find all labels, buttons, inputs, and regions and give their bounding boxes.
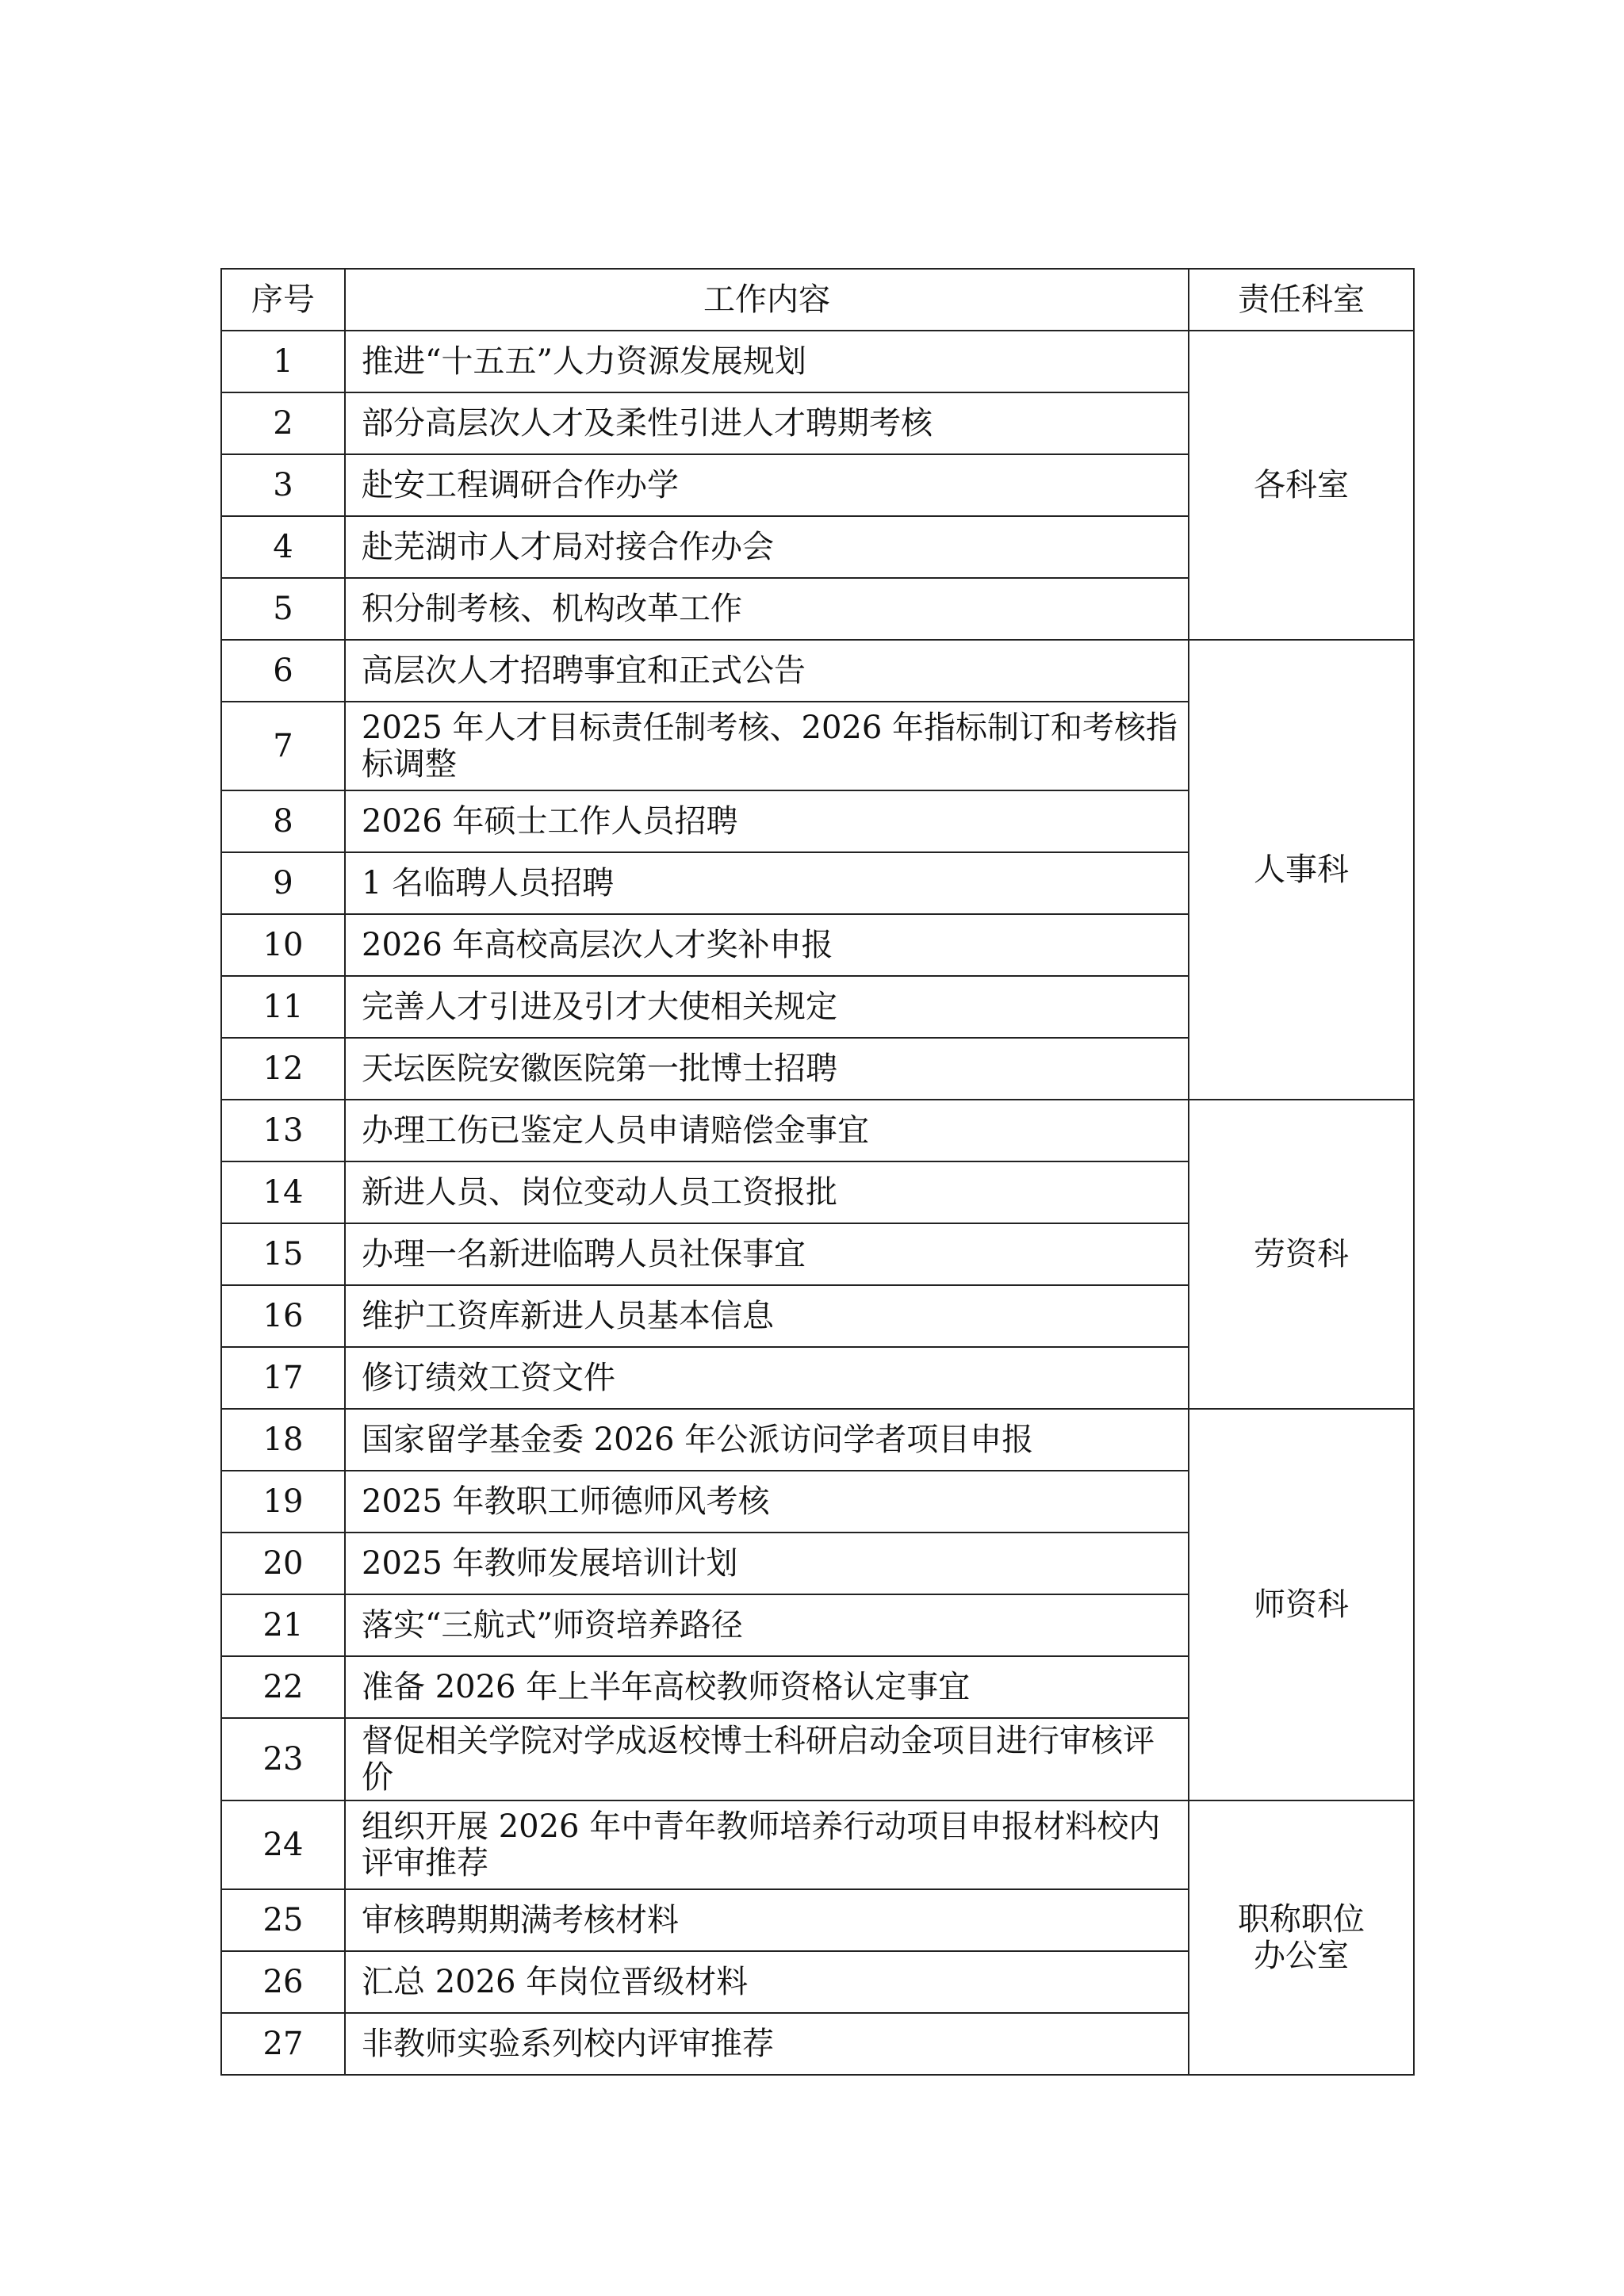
row-serial-number: 11 [221, 976, 345, 1038]
row-work-content: 2025 年教师发展培训计划 [345, 1533, 1189, 1594]
row-serial-number: 9 [221, 852, 345, 914]
row-work-content: 1 名临聘人员招聘 [345, 852, 1189, 914]
row-work-content: 推进“十五五”人力资源发展规划 [345, 331, 1189, 392]
row-serial-number: 12 [221, 1038, 345, 1100]
header-work-content: 工作内容 [345, 269, 1189, 331]
table-row [221, 1800, 1414, 1889]
row-serial-number: 15 [221, 1223, 345, 1285]
responsible-department-cell [1189, 1800, 1414, 2075]
row-serial-number: 6 [221, 640, 345, 702]
responsible-department-cell: 人事科 [1189, 640, 1414, 1100]
row-serial-number: 19 [221, 1471, 345, 1533]
responsible-department-cell: 劳资科 [1189, 1100, 1414, 1409]
row-serial-number: 16 [221, 1285, 345, 1347]
table-header-row [221, 269, 1414, 331]
row-work-content: 审核聘期期满考核材料 [345, 1889, 1189, 1951]
table-body [221, 331, 1414, 2075]
table-row [221, 331, 1414, 392]
row-work-content: 汇总 2026 年岗位晋级材料 [345, 1951, 1189, 2013]
row-work-content: 办理工伤已鉴定人员申请赔偿金事宜 [345, 1100, 1189, 1161]
row-serial-number: 27 [221, 2013, 345, 2075]
table-row [221, 640, 1414, 702]
responsible-department-cell: 师资科 [1189, 1409, 1414, 1800]
row-work-content: 非教师实验系列校内评审推荐 [345, 2013, 1189, 2075]
header-serial-number: 序号 [221, 269, 345, 331]
responsible-department-cell: 各科室 [1189, 331, 1414, 640]
row-serial-number: 23 [221, 1718, 345, 1800]
row-work-content: 新进人员、岗位变动人员工资报批 [345, 1161, 1189, 1223]
work-task-table [220, 268, 1415, 2076]
row-work-content: 赴芜湖市人才局对接合作办会 [345, 516, 1189, 578]
row-serial-number: 21 [221, 1594, 345, 1656]
row-work-content: 维护工资库新进人员基本信息 [345, 1285, 1189, 1347]
row-serial-number: 14 [221, 1161, 345, 1223]
row-work-content: 2025 年教职工师德师风考核 [345, 1471, 1189, 1533]
row-work-content: 天坛医院安徽医院第一批博士招聘 [345, 1038, 1189, 1100]
row-work-content: 办理一名新进临聘人员社保事宜 [345, 1223, 1189, 1285]
row-serial-number: 25 [221, 1889, 345, 1951]
row-serial-number: 7 [221, 702, 345, 790]
row-serial-number: 8 [221, 790, 345, 852]
row-serial-number: 20 [221, 1533, 345, 1594]
row-serial-number: 10 [221, 914, 345, 976]
row-serial-number: 18 [221, 1409, 345, 1471]
row-work-content: 高层次人才招聘事宜和正式公告 [345, 640, 1189, 702]
row-work-content: 赴安工程调研合作办学 [345, 454, 1189, 516]
row-work-content: 2025 年人才目标责任制考核、2026 年指标制订和考核指标调整 [345, 702, 1189, 790]
row-serial-number: 3 [221, 454, 345, 516]
row-work-content: 2026 年高校高层次人才奖补申报 [345, 914, 1189, 976]
table-row [221, 1409, 1414, 1471]
row-work-content: 准备 2026 年上半年高校教师资格认定事宜 [345, 1656, 1189, 1718]
row-work-content: 积分制考核、机构改革工作 [345, 578, 1189, 640]
row-work-content: 国家留学基金委 2026 年公派访问学者项目申报 [345, 1409, 1189, 1471]
row-serial-number: 13 [221, 1100, 345, 1161]
row-work-content: 督促相关学院对学成返校博士科研启动金项目进行审核评价 [345, 1718, 1189, 1800]
row-serial-number: 26 [221, 1951, 345, 2013]
row-serial-number: 22 [221, 1656, 345, 1718]
row-work-content: 部分高层次人才及柔性引进人才聘期考核 [345, 392, 1189, 454]
header-responsible-department: 责任科室 [1189, 269, 1414, 331]
row-work-content: 修订绩效工资文件 [345, 1347, 1189, 1409]
row-serial-number: 2 [221, 392, 345, 454]
row-serial-number: 17 [221, 1347, 345, 1409]
row-work-content: 完善人才引进及引才大使相关规定 [345, 976, 1189, 1038]
row-serial-number: 4 [221, 516, 345, 578]
department-name-line-2: 办公室 [1254, 1938, 1349, 1974]
row-serial-number: 5 [221, 578, 345, 640]
row-work-content: 2026 年硕士工作人员招聘 [345, 790, 1189, 852]
row-work-content: 组织开展 2026 年中青年教师培养行动项目申报材料校内评审推荐 [345, 1800, 1189, 1889]
row-work-content: 落实“三航式”师资培养路径 [345, 1594, 1189, 1656]
table-row [221, 1100, 1414, 1161]
row-serial-number: 24 [221, 1800, 345, 1889]
department-name-line-1: 职称职位 [1238, 1901, 1365, 1938]
row-serial-number: 1 [221, 331, 345, 392]
